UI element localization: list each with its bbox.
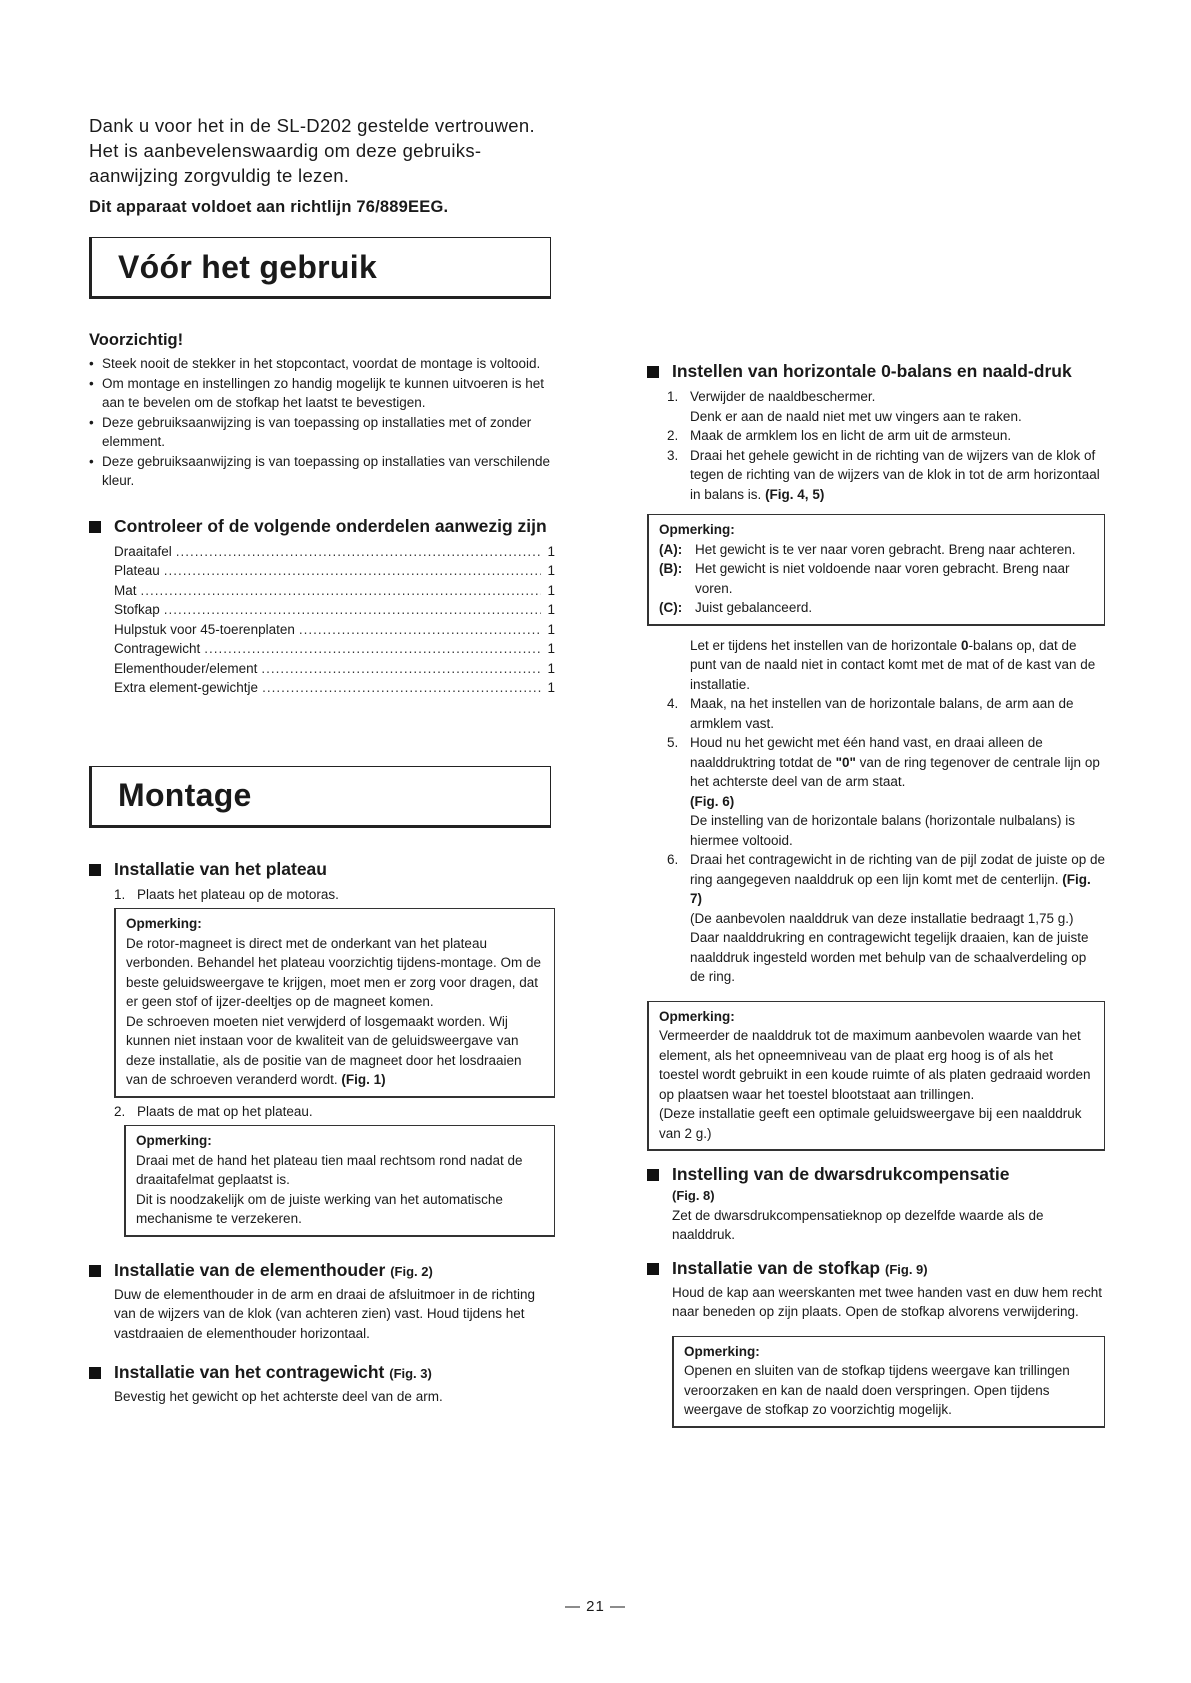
note-text: (Deze installatie geeft een optimale geluidsweergave bij een naalddruk van 2 g.)	[659, 1106, 1082, 1141]
note-key: (B):	[659, 561, 683, 576]
elementhouder-heading	[89, 1259, 555, 1283]
part-name: Extra element-gewichtje	[114, 680, 259, 695]
dwars-text: Zet de dwarsdrukcompensatieknop op dezelfde waarde als de naalddruk.	[672, 1207, 1044, 1242]
list-item: 1. Plaats het plateau op de motoras.	[114, 886, 339, 902]
text-span: -balans op, dat de punt van de naald niet in contact komt met de mat of de kast van de installatie.	[690, 637, 1096, 692]
part-qty: 1	[547, 680, 555, 695]
elementhouder-text: Duw de elementhouder in de arm en draai de afsluitmoer in de richting van de wijzers van de klok (van achteren zien) vast. Houd tijdens het vastdraaien de elementhouder horizontaal.	[114, 1286, 535, 1341]
contragewicht-heading	[89, 1361, 555, 1385]
list-item: • Steek nooit de stekker in het stopcontact, voordat de montage is voltooid.	[89, 354, 555, 374]
part-name: Contragewicht	[114, 641, 201, 656]
note-key: (C):	[659, 600, 683, 615]
step-text: "0"	[835, 754, 856, 770]
note-text-span: De schroeven moeten niet verwjderd of losgemaakt worden. Wij kunnen niet instaan voor de kwaliteit van de geluidsweergave van deze installatie, als de positie van de magneet door het losdraaien van de schroeven veranderd wordt.	[126, 1013, 522, 1087]
step-text: Plaats de mat op het plateau.	[137, 1103, 313, 1119]
part-row	[114, 542, 555, 562]
part-qty: 1	[547, 563, 555, 578]
part-row	[114, 659, 555, 679]
part-qty: 1	[547, 621, 555, 637]
list-item: • Deze gebruiksaanwijzing is van toepassing op installaties van verschilende kleur.	[89, 452, 555, 491]
part-row	[114, 561, 555, 581]
part-name: Draaitafel	[114, 543, 172, 559]
step-text: van de ring tegenover de centrale lijn op het achterste deel van de arm staat.	[690, 754, 1100, 789]
note-title: Opmerking:	[684, 1343, 760, 1359]
intro-thanks: Dank u voor het in de SL-D202 gestelde vertrouwen.	[89, 115, 535, 136]
list-item: 6. Draai het contragewicht in de richting van de pijl zodat de juiste op de ring aangegeven naalddruk op een lijn komt met de centerlijn. (Fig. 7) (De aanbevolen naalddruk van deze installatie bedraagt 1,75 g.) Daar naalddrukring en contragewicht tegelijk draaien, kan de juiste naalddruk ingesteld worden met behulp van de schaalverdeling op de ring.	[667, 852, 1105, 984]
note-title: Opmerking:	[126, 916, 202, 931]
fig-ref: (Fig. 3)	[389, 1366, 432, 1381]
note-text: Openen en sluiten van de stofkap tijdens weergave kan trillingen veroorzaken en kan de naald doen verspringen. Open tijdens weergave de stofkap zo voorzichtig mogelijk.	[684, 1363, 1070, 1417]
square-bullet-icon	[89, 864, 101, 876]
plateau-note-1	[114, 908, 555, 1098]
list-item: 2. Plaats de mat op het plateau.	[114, 1103, 313, 1119]
list-item: 1. Verwijder de naaldbeschermer. Denk er aan de naald niet met uw vingers aan te raken.	[667, 389, 1022, 424]
part-row	[114, 600, 555, 620]
note-text: Juist gebalanceerd.	[695, 600, 813, 615]
part-qty: 1	[547, 641, 555, 656]
stofkap-note	[672, 1336, 1105, 1428]
square-bullet-icon	[89, 521, 101, 533]
square-bullet-icon	[89, 1265, 101, 1277]
balans-heading	[647, 360, 1105, 383]
part-name: Mat	[114, 582, 137, 598]
plateau-steps-2	[114, 1102, 555, 1122]
step-text: Maak, na het instellen van de horizontale balans, de arm aan de armklem vast.	[690, 696, 1074, 731]
part-name: Elementhouder/element	[114, 660, 258, 676]
fig-ref: (Fig. 2)	[390, 1263, 433, 1279]
square-bullet-icon	[647, 1263, 659, 1275]
balans-note	[647, 514, 1105, 626]
step-text: Draai het gehele gewicht in de richting van de wijzers van de klok of tegen de richting van de wijzers van de klok in tot de arm horizontaal in balans is.	[690, 447, 1100, 502]
heading-text: Installatie van de elementhouder	[114, 1259, 386, 1280]
warning-list	[89, 354, 555, 491]
part-qty: 1	[547, 543, 555, 559]
fig-ref: (Fig. 1)	[341, 1072, 386, 1087]
part-row	[114, 678, 555, 698]
contragewicht-text: Bevestig het gewicht op het achterste deel van de arm.	[114, 1389, 443, 1404]
text-span: 0	[960, 637, 969, 653]
note-text	[126, 1012, 544, 1090]
part-row	[114, 581, 555, 601]
list-item: 3. Draai het gehele gewicht in de richting van de wijzers van de klok of tegen de richting van de wijzers van de klok in tot de arm horizontaal in balans is. (Fig. 4, 5)	[667, 447, 1100, 502]
note-item	[659, 598, 1094, 618]
parts-heading	[89, 515, 555, 538]
left-column	[89, 113, 555, 1407]
part-name: Plateau	[114, 563, 160, 578]
note-text: De rotor-magneet is direct met de onderkant van het plateau verbonden. Behandel het plateau voorzichtig tijdens-montage. Om de beste geluidsweergave te krijgen, moet men er zorg voor dragen, dat er geen stof of ijzer-deeltjes op de magneet komen.	[126, 935, 542, 1009]
square-bullet-icon	[647, 1169, 659, 1181]
step-text: Houd nu het gewicht met één hand vast, en draai alleen de naalddruktring totdat de	[690, 735, 1043, 770]
page-number: — 21 —	[564, 1598, 627, 1615]
note-text: Vermeerder de naalddruk tot de maximum aanbevolen waarde van het element, als het opneemniveau van de plaat erg hoog is of als het toestel wordt gebruikt in een koude ruimte of als platen gedraaid worden op plaatsen waar het toestel blootstaat aan trillingen.	[659, 1028, 1091, 1102]
part-qty: 1	[547, 602, 555, 617]
list-item: 2. Maak de armklem los en licht de arm uit de armsteun.	[667, 428, 1012, 443]
note-text: Het gewicht is te ver naar voren gebracht. Breng naar achteren.	[695, 541, 1076, 557]
part-name: Stofkap	[114, 602, 160, 617]
fig-ref: (Fig. 4, 5)	[765, 486, 825, 502]
step-text: Maak de armklem los en licht de arm uit de armsteun.	[690, 428, 1012, 443]
intro-advice: Het is aanbevelenswaardig om deze gebruiks-aanwijzing zorgvuldig te lezen.	[89, 140, 482, 186]
part-qty: 1	[547, 660, 555, 676]
part-row	[114, 620, 555, 640]
part-qty: 1	[547, 582, 555, 598]
plateau-note-2	[124, 1125, 555, 1237]
note-title: Opmerking:	[659, 1008, 735, 1024]
heading-text: Instellen van horizontale 0-balans en naald-druk	[672, 361, 1072, 381]
step-text: Draai het contragewicht in de richting van de pijl zodat de juiste op de ring aangegeven naalddruk op een lijn komt met de centerlijn.	[690, 852, 1105, 887]
fig-ref: (Fig. 8)	[672, 1188, 715, 1203]
heading-text: Instelling van de dwarsdrukcompensatie	[672, 1164, 1010, 1184]
note-title: Opmerking:	[136, 1133, 212, 1148]
note-text: Het gewicht is niet voldoende naar voren gebracht. Breng naar voren.	[695, 561, 1070, 596]
square-bullet-icon	[89, 1367, 101, 1379]
square-bullet-icon	[647, 366, 659, 378]
heading-text: Installatie van het contragewicht	[114, 1362, 385, 1382]
fig-ref: (Fig. 9)	[885, 1261, 928, 1277]
fig-ref: (Fig. 6)	[690, 793, 735, 809]
note-item	[659, 559, 1094, 598]
balans-after-note	[647, 636, 1105, 695]
fig-ref: (Fig. 7)	[690, 871, 1091, 906]
step-text: (De aanbevolen naalddruk van deze installatie bedraagt 1,75 g.)	[690, 910, 1074, 926]
parts-heading-text: Controleer of de volgende onderdelen aanwezig zijn	[114, 515, 547, 536]
step-text: De instelling van de horizontale balans (horizontale nulbalans) is hiermee voltooid.	[690, 813, 1075, 848]
warning-title: Voorzichtig!	[89, 331, 184, 349]
step-text: Daar naalddrukring en contragewicht tegelijk draaien, kan de juiste naalddruk ingesteld worden met behulp van de schaalverdeling op de ring.	[690, 930, 1089, 984]
right-column	[647, 360, 1105, 1428]
note-text: Draai met de hand het plateau tien maal rechtsom rond nadat de draaitafelmat geplaatst is.	[136, 1152, 523, 1187]
plateau-steps	[114, 885, 555, 905]
note-key: (A):	[659, 541, 683, 557]
stofkap-text: Houd de kap aan weerskanten met twee handen vast en duw hem recht naar beneden op zijn plaats. Open de stofkap alvorens verwijdering.	[672, 1284, 1103, 1319]
list-item: • Om montage en instellingen zo handig mogelijk te kunnen uitvoeren is het aan te bevelen om de stofkap het laatst te bevestigen.	[89, 374, 555, 413]
balans-steps	[667, 387, 1105, 504]
part-name: Hulpstuk voor 45-toerenplaten	[114, 621, 295, 637]
note-item	[659, 540, 1094, 560]
heading-text: Installatie van de stofkap	[672, 1257, 881, 1278]
list-item: 4. Maak, na het instellen van de horizontale balans, de arm aan de armklem vast.	[667, 696, 1074, 731]
plateau-heading	[89, 858, 555, 881]
part-row	[114, 639, 555, 659]
stofkap-heading	[647, 1257, 1105, 1281]
naalddruk-note	[647, 1001, 1105, 1152]
text-span: Let er tijdens het instellen van de horizontale	[690, 637, 961, 653]
list-item: • Deze gebruiksaanwijzing is van toepassing op installaties met of zonder elemment.	[89, 413, 555, 452]
step-text: Verwijder de naaldbeschermer.	[690, 389, 876, 404]
note-text: Dit is noodzakelijk om de juiste werking van het automatische mechanisme te verzekeren.	[136, 1191, 503, 1226]
dwars-heading	[647, 1163, 1105, 1186]
step-text: Plaats het plateau op de motoras.	[137, 886, 339, 902]
list-item: 5. Houd nu het gewicht met één hand vast, en draai alleen de naalddruktring totdat de "0" van de ring tegenover de centrale lijn op het achterste deel van de arm staat. (Fig. 6) De instelling van de horizontale balans (horizontale nulbalans) is hiermee voltooid.	[667, 735, 1100, 848]
intro-directive: Dit apparaat voldoet aan richtlijn 76/889EEG.	[89, 198, 449, 216]
section-title-montage: Montage	[89, 766, 551, 828]
step-text: Denk er aan de naald niet met uw vingers aan te raken.	[690, 408, 1022, 424]
parts-list	[89, 542, 555, 698]
note-title: Opmerking:	[659, 522, 735, 537]
balans-steps-2	[667, 694, 1105, 987]
plateau-heading-text: Installatie van het plateau	[114, 858, 327, 879]
section-title-voor-het-gebruik: Vóór het gebruik	[89, 237, 551, 299]
